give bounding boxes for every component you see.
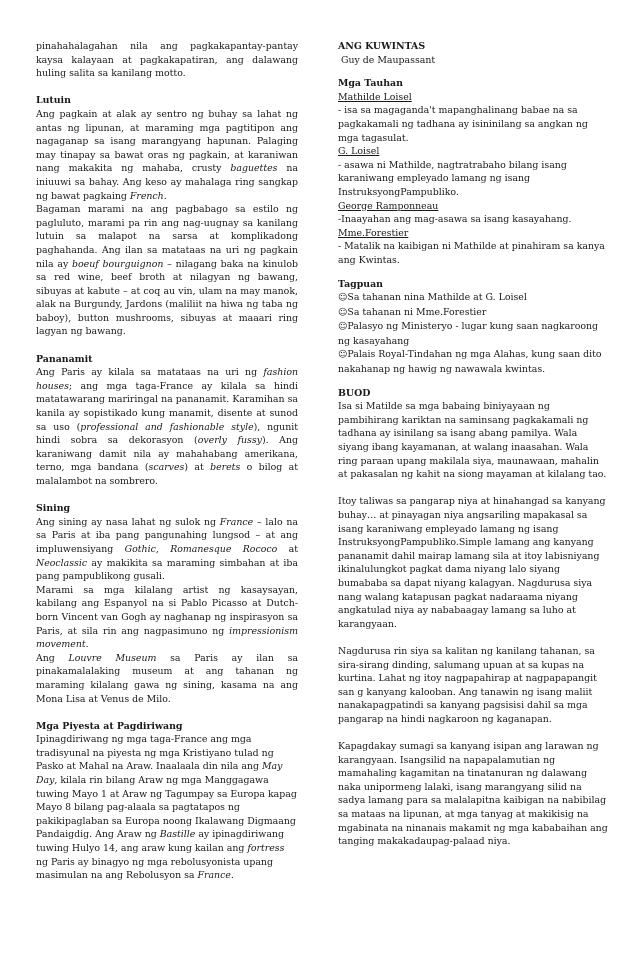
sining-paragraph-2: Marami sa mga kilalang artist ng kasaysayan, kabilang ang Espanyol na si Pablo Picasso at Dutch-born Vincent van Gogh ay naghanap ng inspirasyon sa Paris, at sila rin ang nagpasimuno ng impressionism movement. xyxy=(36,584,298,651)
summary-paragraph: Itoy taliwas sa pangarap niya at hinahangad sa kanyang buhay… at pinayagan niya angsariling mapakasal sa isang karaniwang empleyado lamang ng isang InstruksyongPampubliko.Simple lamang ang kanyang pananamit dahil mairap lamang sila at itoy labisniyang ikinalulungkot pagkat dama niyang lalo siyang bumababa sa dapat niyang kalagyan. Nagdurusa siya nang walang katapusan pagkat nadaraama niyang angkatulad niya ay nababaagay lamang sa luho at karangyaan. xyxy=(338,496,606,630)
sining-paragraph-1: Ang sining ay nasa lahat ng sulok ng France – lalo na sa Paris at iba pang pangunahing lungsod – at ang impluwensiyang Gothic, Romanesque Rococo at Neoclassic ay makikita sa maraming simbahan at iba pang pampublikong gusali. xyxy=(36,516,298,583)
pananamit-paragraph: Ang Paris ay kilala sa matataas na uri ng fashion houses; ang mga taga-France ay kilala sa hindi matatawarang mariringal na pananamit. Karamihan sa kanila ay sopistikado kung manamit, disente at sunod sa uso (professional and fashionable style), ngunit hindi sobra sa dekorasyon (overly fussy). Ang karaniwang damit nila ay mahahabang amerikana, terno, mga bandana (scarves) at berets o bilog at malalambot na sombrero. xyxy=(36,367,299,487)
character-description: -Inaayahan ang mag-asawa sa isang kasayahang. xyxy=(338,214,572,226)
sining-heading: Sining xyxy=(36,503,71,515)
character-description: - Matalik na kaibigan ni Mathilde at pinahiram sa kanya ang Kwintas. xyxy=(338,241,605,266)
right-column xyxy=(338,40,610,849)
story-title: ANG KUWINTAS xyxy=(338,41,426,52)
piyesta-paragraph: Ipinagdiriwang ng mga taga-France ang mga tradisyunal na piyesta ng mga Kristiyano tulad ng Pasko at Mahal na Araw. Inaalaala din nila ang May Day, kilala rin bilang Araw ng mga Manggagawa tuwing Mayo 1 at Araw ng Tagumpay sa Europa kapag Mayo 8 bilang pag-alaala sa pagtatapos ng pakikipaglaban sa Europa noong Ikalawang Digmaang Pandaigdig. Ang Araw ng Bastille ay ipinagdiriwang tuwing Hulyo 14, ang araw kung kailan ang fortress ng Paris ay binagyo ng mga rebolusyonista upang masimulan na ang Rebolusyon sa France. xyxy=(36,734,297,882)
character-name: Mathilde Loisel xyxy=(338,91,412,103)
sining-paragraph-3: Ang Louvre Museum sa Paris ay ilan sa pinakamalalaking museum at ang tahanan ng maraming kilalang gawa ng sining, kasama na ang Mona Lisa at Venus de Milo. xyxy=(36,652,298,705)
tauhan-heading: Mga Tauhan xyxy=(338,78,403,90)
buod-heading: BUOD xyxy=(338,387,371,399)
smiley-icon: ☺ xyxy=(338,322,348,333)
piyesta-heading: Mga Piyesta at Pagdiriwang xyxy=(36,720,183,732)
summary-paragraph: Kapagdakay sumagi sa kanyang isipan ang larawan ng karangyaan. Isangsilid na napapalamutian ng mamahaling kagamitan na tinatanuran ng dalawang naka unipormeng lalaki, isang marangyang silid na sadya lamang para sa malalapitna kaibigan na nabibilag sa mataas na lipunan, at mga tanyag at makikisig na mgabinata na ninanais makamit ng mga kababaihan ang tanging makakadaupag-palaad niya. xyxy=(338,741,608,848)
setting-item: ☺Sa tahanan ni Mme.Forestier xyxy=(338,306,487,318)
left-column xyxy=(36,40,298,883)
summary-paragraph: Nagdurusa rin siya sa kalitan ng kanilang tahanan, sa sira-sirang dinding, salumang upuan at sa kupas na kurtina. Lahat ng itoy nagpapahirap at nagpapapangit san g kanyang kalooban. Ang tanawin ng isang maliit nanakapagpatindi sa kanyang pagsisisi dahil sa mga pangarap na hindi nagkaroon ng kaganapan. xyxy=(338,645,597,725)
character-name: G. Loisel xyxy=(338,146,380,158)
summary-paragraph: Isa si Matilde sa mga babaing biniyayaan ng pambihirang kariktan na saminsang pagkakamali ng tadhana ay isinilang sa isang abang pamilya. Wala siyang ibang kayamanan, at walang inaasahan. Wala ring paraan upang makilala siya, maunawaan, mahalin at pakasalan ng kahit na siong mayaman at kilalang tao. xyxy=(338,401,607,481)
pananamit-heading: Pananamit xyxy=(36,353,93,365)
tagpuan-heading: Tagpuan xyxy=(338,278,383,290)
setting-item: ☺Palasyo ng Ministeryo - lugar kung saan nagkaroong ng kasayahang xyxy=(338,321,599,347)
character-description: - asawa ni Mathilde, nagtratrabaho bilang isang karaniwang empleyado lamang ng isang InstruksyongPampubliko. xyxy=(338,159,567,198)
lutuin-paragraph-2: Bagaman marami na ang pagbabago sa estilo ng pagluluto, marami pa rin ang nag-uugnay sa kanilang lutuin sa malapot na sarsa at komplikadong paghahanda. Ang ilan sa matataas na uri ng pagkain nila ay boeuf bourguignon – nilagang baka na kinulob sa red wine, beef broth at nilagyan ng bawang, sibuyas at kabute – at coq au vin, ulam na may manok, alak na Burgundy, Jardons (maliliit na hiwa ng taba ng baboy), button mushrooms, sibuyas at maaari ring lagyan ng bawang. xyxy=(36,204,298,338)
lutuin-heading: Lutuin xyxy=(36,95,71,107)
character-name: Mme.Forestier xyxy=(338,227,409,239)
intro-paragraph: pinahahalagahan nila ang pagkakapantay-pantay kaysa kalayaan at pagkakapatiran, ang dalawang huling salita sa kanilang motto. xyxy=(36,41,298,80)
lutuin-paragraph-1: Ang pagkain at alak ay sentro ng buhay sa lahat ng antas ng lipunan, at maraming mga pagtitipon ang nagaganap sa isang marangyang hapunan. Palaging may tinapay sa bawat oras ng pagkain, at karaniwan nang makakita ng mahaba, crusty baguettes na iniuuwi sa bahay. Ang keso ay mahalaga ring sangkap ng bawat pagkaing French. xyxy=(36,108,298,202)
character-description: - isa sa magaganda't mapanghalinang babae na sa pagkakamali ng tadhana ay isininilang sa angkan ng mga tagasulat. xyxy=(338,105,588,144)
smiley-icon: ☺ xyxy=(338,307,348,318)
smiley-icon: ☺ xyxy=(338,350,348,361)
setting-item: ☺Sa tahanan nina Mathilde at G. Loisel xyxy=(338,292,527,304)
story-author: Guy de Maupassant xyxy=(341,54,436,66)
character-name: George Ramponneau xyxy=(338,200,439,212)
setting-item: ☺Palais Royal-Tindahan ng mga Alahas, kung saan dito nakahanap ng hawig ng nawawala kwintas. xyxy=(338,349,602,376)
smiley-icon: ☺ xyxy=(338,293,348,304)
